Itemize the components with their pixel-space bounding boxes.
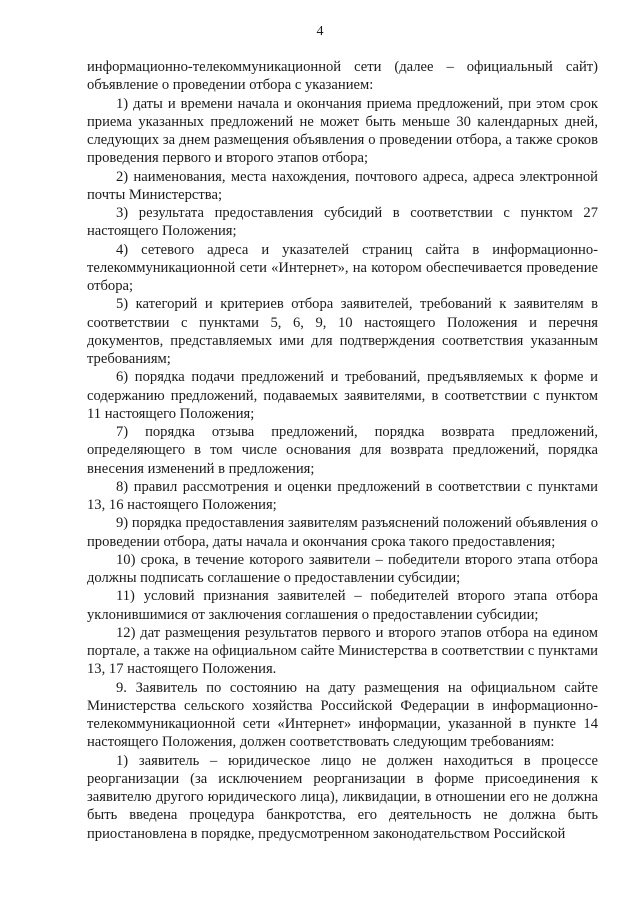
paragraph: 9. Заявитель по состоянию на дату размещения на официальном сайте Министерства сельского хозяйства Российской Федерации в информационно-телекоммуникационной сети «Интернет» информации, указанной в пункте 14 настоящего Положения, должен соответствовать следующим требованиям: <box>87 679 598 751</box>
paragraph: 1) даты и времени начала и окончания приема предложений, при этом срок приема указанных предложений не может быть меньше 30 календарных дней, следующих за днем размещения объявления о проведении отбора, а также сроков проведения первого и второго этапов отбора; <box>87 95 598 167</box>
document-body <box>87 58 598 843</box>
paragraph: 7) порядка отзыва предложений, порядка возврата предложений, определяющего в том числе основания для возврата предложений, порядка внесения изменений в предложения; <box>87 424 598 477</box>
paragraph: 3) результата предоставления субсидий в соответствии с пунктом 27 настоящего Положения; <box>87 205 598 240</box>
page-number: 4 <box>316 24 324 39</box>
paragraph: 2) наименования, места нахождения, почтового адреса, адреса электронной почты Министерства; <box>87 168 598 203</box>
paragraph: 1) заявитель – юридическое лицо не должен находиться в процессе реорганизации (за исключением реорганизации в форме присоединения к заявителю другого юридического лица), ликвидации, в отношении его не должна быть введена процедура банкротства, его деятельность не должна быть приостановлена в порядке, предусмотренном законодательством Российской <box>87 752 598 842</box>
paragraph: 6) порядка подачи предложений и требований, предъявляемых к форме и содержанию предложений, подаваемых заявителями, в соответствии с пунктом 11 настоящего Положения; <box>87 369 598 422</box>
paragraph: 11) условий признания заявителей – победителей второго этапа отбора уклонившимися от заключения соглашения о предоставлении субсидии; <box>87 588 598 623</box>
paragraph: 10) срока, в течение которого заявители – победители второго этапа отбора должны подписать соглашение о предоставлении субсидии; <box>87 551 598 586</box>
paragraph: 12) дат размещения результатов первого и второго этапов отбора на едином портале, а также на официальном сайте Министерства в соответствии с пунктами 13, 17 настоящего Положения. <box>87 624 598 678</box>
paragraph: 5) категорий и критериев отбора заявителей, требований к заявителям в соответствии с пунктами 5, 6, 9, 10 настоящего Положения и перечня документов, представляемых ими для подтверждения соответствия указанным требованиям; <box>87 296 598 367</box>
paragraph: 8) правил рассмотрения и оценки предложений в соответствии с пунктами 13, 16 настоящего Положения; <box>87 478 598 513</box>
paragraph: 4) сетевого адреса и указателей страниц сайта в информационно-телекоммуникационной сети «Интернет», на котором обеспечивается проведение отбора; <box>87 241 598 294</box>
paragraph: 9) порядка предоставления заявителям разъяснений положений объявления о проведении отбора, даты начала и окончания срока такого предоставления; <box>87 515 598 550</box>
paragraph: информационно-телекоммуникационной сети (далее – официальный сайт) объявление о проведении отбора с указанием: <box>87 59 598 94</box>
